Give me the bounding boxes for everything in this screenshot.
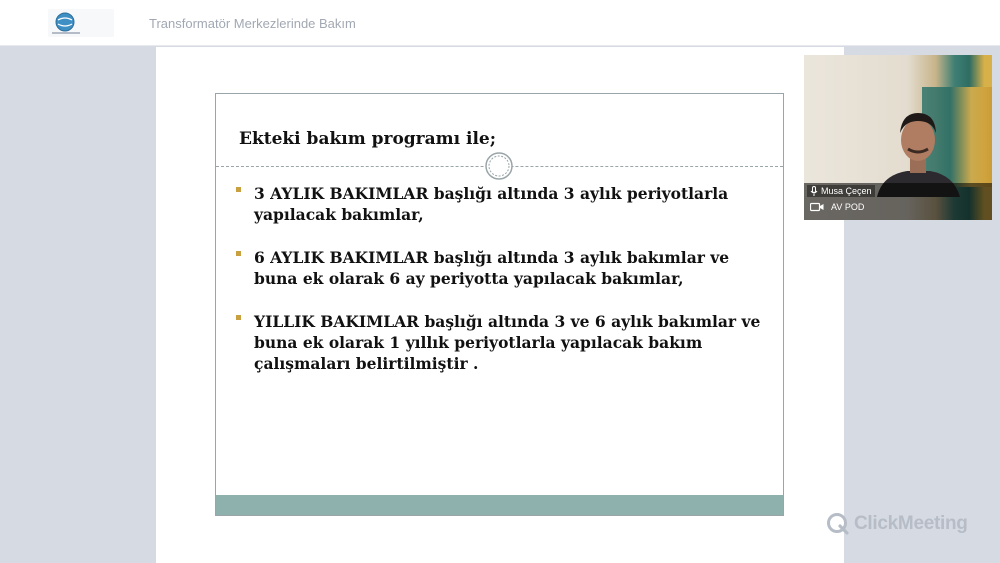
slide-footer-bar: [216, 495, 783, 515]
slide-bullet: [234, 311, 774, 374]
clickmeeting-logo-icon: [826, 512, 850, 536]
bullet-square-icon: [236, 251, 241, 256]
left-panel: [0, 47, 156, 563]
slide-bullet-list: [234, 183, 774, 393]
presentation-slide: [215, 93, 784, 516]
bullet-square-icon: [236, 315, 241, 320]
bullet-text: 6 AYLIK BAKIMLAR başlığı altında 3 aylık bakımlar ve buna ek olarak 6 ay periyotta yapılacak bakımlar,: [254, 248, 730, 288]
brand-name: ClickMeeting: [854, 513, 968, 534]
microphone-icon[interactable]: [810, 186, 818, 196]
participant-name: Musa Çeçen: [821, 186, 872, 196]
participant-video-tile[interactable]: [804, 55, 992, 220]
camera-icon[interactable]: [810, 202, 824, 212]
bullet-square-icon: [236, 187, 241, 192]
logo-caption: [52, 32, 80, 34]
meeting-title: Transformatör Merkezlerinde Bakım: [149, 16, 356, 31]
clickmeeting-watermark: [826, 509, 968, 539]
bullet-text: 3 AYLIK BAKIMLAR başlığı altında 3 aylık periyotlarla yapılacak bakımlar,: [254, 184, 729, 224]
organization-logo: [48, 9, 114, 37]
video-status-label: AV POD: [831, 202, 865, 212]
slide-bullet: [234, 183, 774, 225]
globe-logo-icon: [55, 12, 75, 32]
participant-name-badge: [807, 185, 875, 197]
slide-bullet: [234, 247, 774, 289]
video-status-row: [810, 202, 864, 212]
bullet-text: YILLIK BAKIMLAR başlığı altında 3 ve 6 aylık bakımlar ve buna ek olarak 1 yıllık periyotlarla yapılacak bakım çalışmaları belirtilmiştir .: [254, 312, 761, 373]
divider-ornament-icon: [484, 151, 514, 181]
top-bar: [0, 0, 1000, 46]
slide-heading: Ekteki bakım programı ile;: [239, 129, 497, 149]
